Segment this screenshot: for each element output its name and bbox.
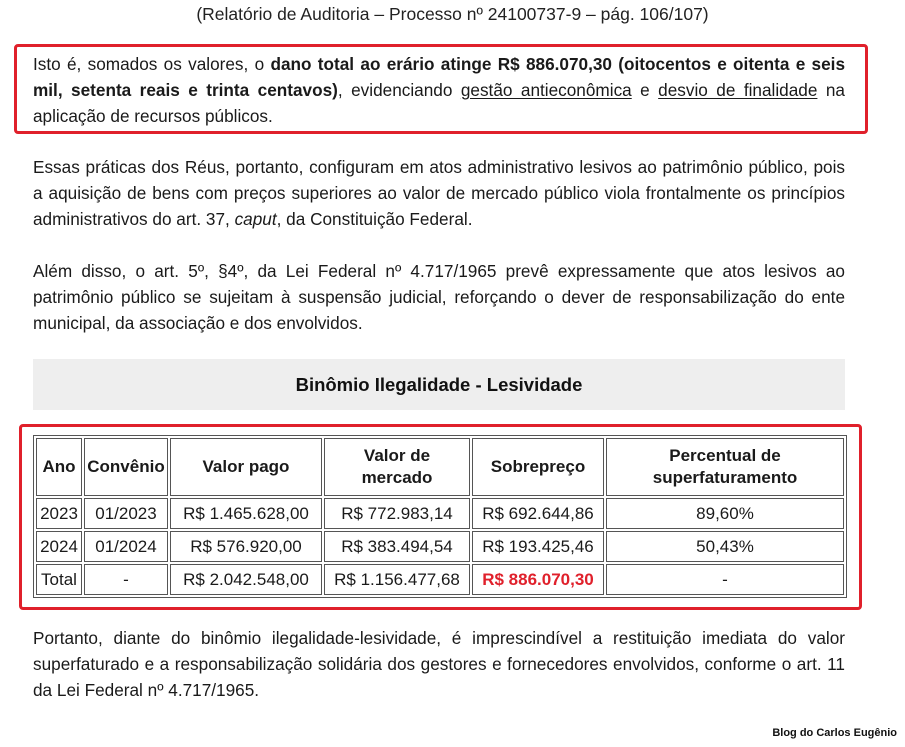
col-header-percent bbox=[606, 438, 844, 496]
p1-text-4: na aplicação de recursos públicos. bbox=[33, 80, 845, 126]
col-header-market bbox=[324, 438, 470, 496]
p1-text-1: Isto é, somados os valores, o bbox=[33, 54, 271, 74]
p1-underline-2: desvio de finalidade bbox=[658, 80, 818, 100]
cell-year: 2023 bbox=[36, 498, 82, 529]
cell-paid: R$ 576.920,00 bbox=[170, 531, 322, 562]
p2-text-2: , da Constituição Federal. bbox=[276, 209, 473, 229]
paragraph-law: Além disso, o art. 5º, §4º, da Lei Federal nº 4.717/1965 prevê expressamente que atos lesivos ao patrimônio público se sujeitam à suspensão judicial, reforçando o dever de responsabilização do ente municipal, da associação e dos envolvidos. bbox=[33, 261, 845, 333]
paragraph-total-damage bbox=[33, 51, 845, 129]
p1-underline-1: gestão antieconômica bbox=[460, 80, 632, 100]
cell-overprice: R$ 193.425,46 bbox=[472, 531, 604, 562]
page-header: (Relatório de Auditoria – Processo nº 24100737-9 – pág. 106/107) bbox=[196, 4, 709, 24]
cell-overprice: R$ 692.644,86 bbox=[472, 498, 604, 529]
cell-market: R$ 772.983,14 bbox=[324, 498, 470, 529]
cell-agreement: 01/2023 bbox=[84, 498, 168, 529]
cell-paid: R$ 1.465.628,00 bbox=[170, 498, 322, 529]
cell-paid: R$ 2.042.548,00 bbox=[170, 564, 322, 595]
cell-year: 2024 bbox=[36, 531, 82, 562]
p2-italic: caput bbox=[234, 209, 277, 229]
table-row bbox=[36, 531, 844, 562]
table-row bbox=[36, 498, 844, 529]
col-header-market-text: Valor de mercado bbox=[361, 446, 433, 487]
col-header-paid: Valor pago bbox=[170, 438, 322, 496]
section-title: Binômio Ilegalidade - Lesividade bbox=[33, 359, 845, 410]
cell-market: R$ 1.156.477,68 bbox=[324, 564, 470, 595]
cell-percent: - bbox=[606, 564, 844, 595]
overpricing-table bbox=[33, 435, 847, 598]
col-header-year: Ano bbox=[36, 438, 82, 496]
col-header-percent-text: Percentual de superfaturamento bbox=[652, 446, 798, 487]
p2-text-1: Essas práticas dos Réus, portanto, configuram em atos administrativo lesivos ao patrimônio público, pois a aquisição de bens com preços superiores ao valor de mercado público viola frontalmente os princípios administrativos do art. 37, bbox=[33, 157, 845, 229]
cell-percent: 50,43% bbox=[606, 531, 844, 562]
col-header-overprice: Sobrepreço bbox=[472, 438, 604, 496]
cell-market: R$ 383.494,54 bbox=[324, 531, 470, 562]
cell-percent: 89,60% bbox=[606, 498, 844, 529]
table-total-row bbox=[36, 564, 844, 595]
cell-agreement: 01/2024 bbox=[84, 531, 168, 562]
blog-credit: Blog do Carlos Eugênio bbox=[772, 727, 897, 739]
table-header-row bbox=[36, 438, 844, 496]
p1-text-3: e bbox=[631, 80, 659, 100]
cell-agreement: - bbox=[84, 564, 168, 595]
p1-text-2: , evidenciando bbox=[337, 80, 461, 100]
col-header-agreement: Convênio bbox=[84, 438, 168, 496]
cell-year: Total bbox=[36, 564, 82, 595]
paragraph-conclusion: Portanto, diante do binômio ilegalidade-lesividade, é imprescindível a restituição imediata do valor superfaturado e a responsabilização solidária dos gestores e fornecedores envolvidos, conforme o art. 11 da Lei Federal nº 4.717/1965. bbox=[33, 628, 845, 700]
p1-bold-total: dano total ao erário atinge R$ 886.070,30 (oitocentos e oitenta e seis mil, setenta reais e trinta centavos) bbox=[33, 54, 845, 100]
cell-overprice-total: R$ 886.070,30 bbox=[472, 564, 604, 595]
paragraph-practices bbox=[33, 154, 845, 232]
